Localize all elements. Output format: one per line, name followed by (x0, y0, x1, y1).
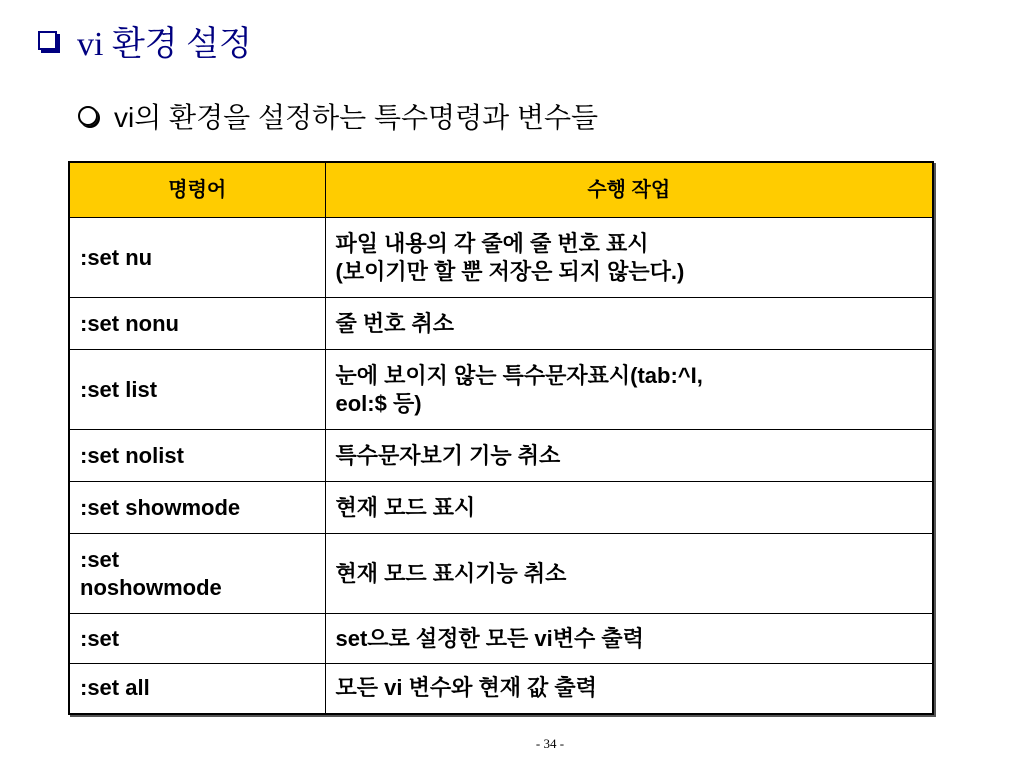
action-line: eol:$ 등) (335, 390, 422, 416)
slide-title (38, 14, 252, 66)
action-cell (325, 218, 933, 298)
page-number: - 34 - (535, 736, 565, 751)
action-line: 파일 내용의 각 줄에 줄 번호 표시 (335, 230, 649, 256)
table-row (69, 430, 933, 482)
action-cell: 현재 모드 표시기능 취소 (325, 534, 933, 614)
command-cell: :set nu (69, 218, 325, 298)
table-row (69, 534, 933, 614)
command-cell: :set (69, 614, 325, 664)
command-cell: :set all (69, 664, 325, 714)
command-line: :set (80, 546, 120, 572)
command-cell: :set nolist (69, 430, 325, 482)
action-line: (보이기만 할 뿐 저장은 되지 않는다.) (335, 258, 685, 284)
slide-subtitle-text: vi의 환경을 설정하는 특수명령과 변수들 (114, 102, 599, 133)
table-header-row (69, 162, 933, 218)
action-cell: 현재 모드 표시 (325, 482, 933, 534)
action-cell: 특수문자보기 기능 취소 (325, 430, 933, 482)
command-table (68, 161, 934, 715)
header-command: 명령어 (69, 162, 325, 218)
table-row (69, 664, 933, 714)
slide-subtitle (78, 94, 598, 138)
action-cell (325, 350, 933, 430)
action-cell: set으로 설정한 모든 vi변수 출력 (325, 614, 933, 664)
command-cell: :set list (69, 350, 325, 430)
table-row (69, 298, 933, 350)
command-cell: :set nonu (69, 298, 325, 350)
slide-title-text: vi 환경 설정 (77, 25, 252, 63)
command-line: noshowmode (80, 574, 222, 600)
action-line: 눈에 보이지 않는 특수문자표시(tab:^I, (335, 362, 703, 388)
table-row (69, 614, 933, 664)
command-cell: :set showmode (69, 482, 325, 534)
table-row (69, 350, 933, 430)
table-row (69, 218, 933, 298)
action-cell: 줄 번호 취소 (325, 298, 933, 350)
header-action: 수행 작업 (325, 162, 933, 218)
action-cell: 모든 vi 변수와 현재 값 출력 (325, 664, 933, 714)
circle-bullet-icon (78, 106, 98, 126)
table-row (69, 482, 933, 534)
square-bullet-icon (38, 31, 57, 50)
command-cell (69, 534, 325, 614)
